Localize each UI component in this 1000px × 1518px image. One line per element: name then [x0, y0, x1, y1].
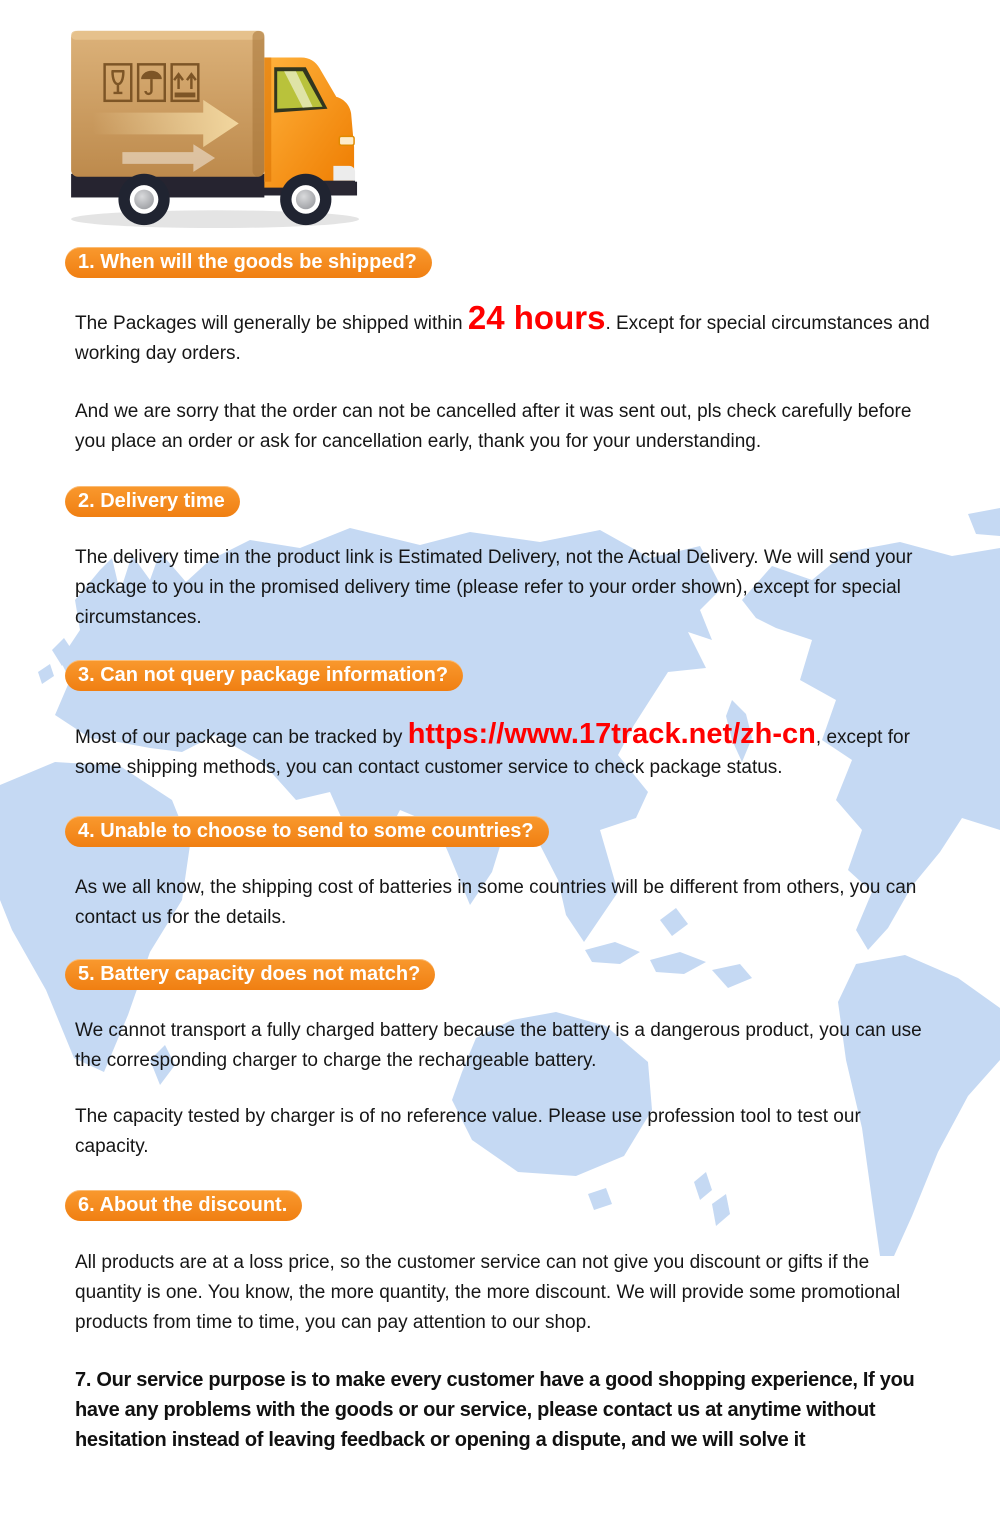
- section-header-discount: 6. About the discount.: [65, 1190, 302, 1221]
- headlight: [339, 136, 354, 145]
- paragraph-shipping-1: The Packages will generally be shipped within 24 hours. Except for special circumstances and working day orders.: [75, 299, 930, 364]
- section-header-shipping: 1. When will the goods be shipped?: [65, 247, 432, 278]
- paragraph-battery-2: The capacity tested by charger is of no reference value. Please use profession tool to test our capacity.: [75, 1106, 861, 1157]
- highlight-24-hours: 24 hours: [467, 299, 606, 336]
- paragraph-shipping-2: And we are sorry that the order can not be cancelled after it was sent out, pls check carefully before you place an order or ask for cancellation early, thank you for your understanding.: [75, 401, 912, 452]
- section-header-tracking: 3. Can not query package information?: [65, 660, 463, 691]
- closing-service-note: 7. Our service purpose is to make every customer have a good shopping experience, If you have any problems with the goods or our service, please contact us at anytime without hesitation instead of leaving feedback or opening a dispute, and we will solve it: [75, 1369, 915, 1451]
- paragraph-discount: All products are at a loss price, so the customer service can not give you discount or gifts if the quantity is one. You know, the more quantity, the more discount. We will provide some promotional products from time to time, you can pay attention to our shop.: [75, 1252, 901, 1333]
- section-header-delivery-time: 2. Delivery time: [65, 486, 240, 517]
- section-header-countries: 4. Unable to choose to send to some countries?: [65, 816, 549, 847]
- paragraph-countries: As we all know, the shipping cost of batteries in some countries will be different from others, you can contact us for the details.: [75, 877, 917, 928]
- faq-content: [0, 18, 1000, 1455]
- section-header-battery: 5. Battery capacity does not match?: [65, 959, 435, 990]
- tracking-url-text: https://www.17track.net/zh-cn: [407, 718, 816, 750]
- paragraph-delivery-time: The delivery time in the product link is Estimated Delivery, not the Actual Delivery. We will send your package to you in the promised delivery time (please refer to your order shown), except for special circumstances.: [75, 547, 913, 628]
- paragraph-tracking: Most of our package can be tracked by https://www.17track.net/zh-cn, except for some shipping methods, you can contact customer service to check package status.: [75, 718, 910, 778]
- delivery-truck-illustration: [63, 18, 375, 230]
- paragraph-battery-1: We cannot transport a fully charged battery because the battery is a dangerous product, you can use the corresponding charger to charge the rechargeable battery.: [75, 1020, 922, 1071]
- shipping-faq-page: [0, 18, 1000, 1518]
